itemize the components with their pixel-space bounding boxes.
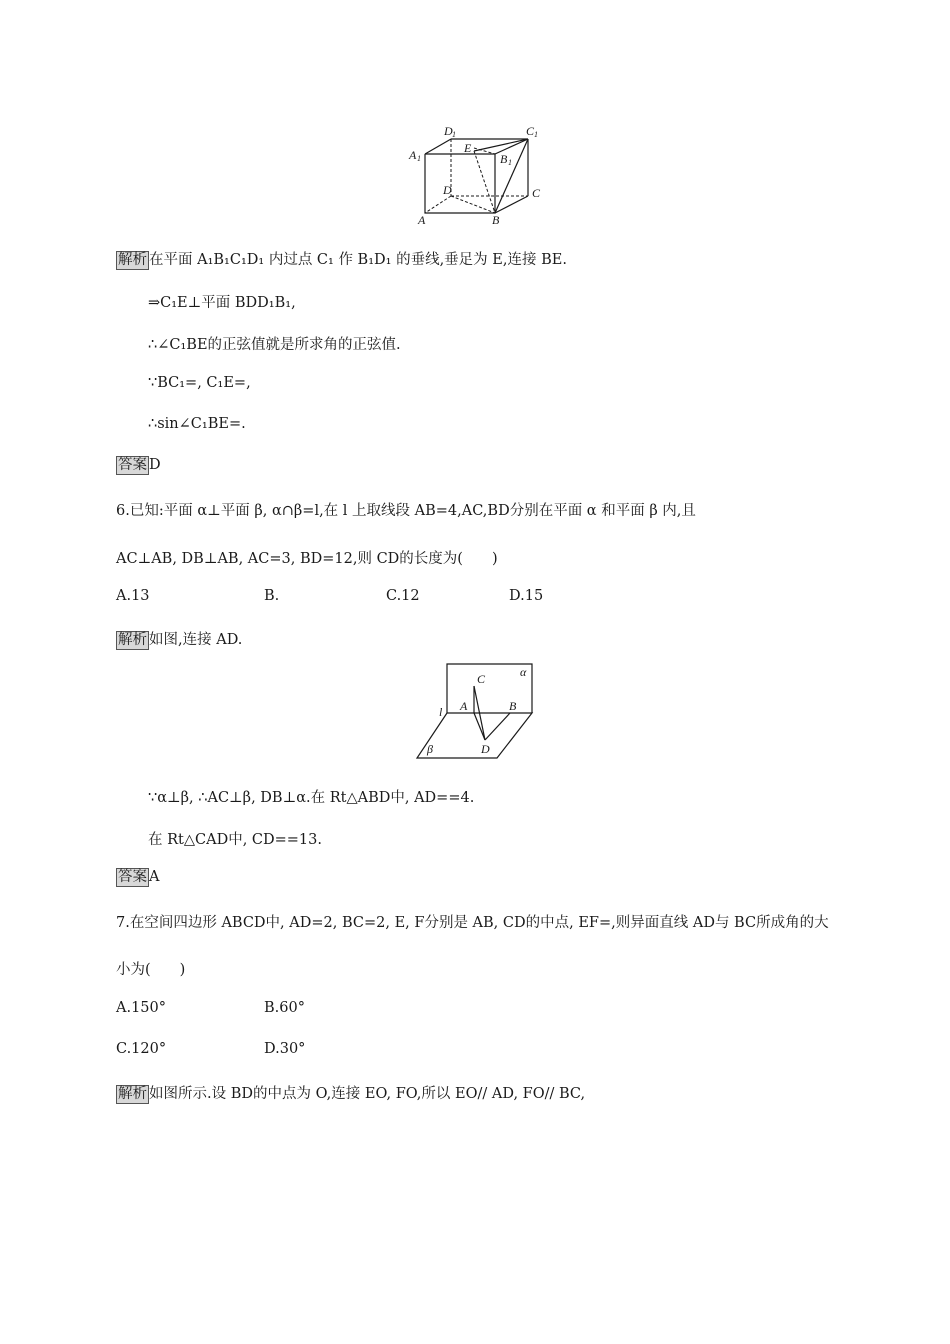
- svg-text:1: 1: [508, 158, 512, 167]
- analysis-tag: 解析: [118, 632, 147, 648]
- analysis-tag: 解析: [118, 252, 147, 268]
- label-D: D: [443, 183, 452, 197]
- svg-text:1: 1: [417, 154, 421, 163]
- q6-step1: ∵α⊥β, ∴AC⊥β, DB⊥α.在 Rt△ABD中, AD==4.: [148, 790, 475, 806]
- q6-option-d: D.15: [509, 588, 544, 604]
- q7-option-c: C.120°: [116, 1041, 167, 1057]
- q7-stem-line2: 小为( ): [116, 962, 186, 978]
- answer-tag: 答案: [118, 869, 147, 885]
- svg-text:1: 1: [534, 130, 538, 139]
- analysis-tag: 解析: [118, 1086, 147, 1102]
- label-B: B: [509, 699, 517, 713]
- q7-option-d: D.30°: [264, 1041, 306, 1057]
- label-C: C: [532, 186, 541, 200]
- label-D1: D: [444, 124, 453, 138]
- q7-stem-line1: 7.在空间四边形 ABCD中, AD=2, BC=2, E, F分别是 AB, CD的中点, EF=,则异面直线 AD与 BC所成角的大: [116, 915, 829, 931]
- svg-text:1: 1: [452, 130, 456, 139]
- label-E: E: [464, 141, 472, 155]
- q6-step2: 在 Rt△CAD中, CD==13.: [148, 832, 322, 848]
- label-B: B: [492, 213, 500, 227]
- label-beta: β: [427, 742, 433, 756]
- q6-stem-line2: AC⊥AB, DB⊥AB, AC=3, BD=12,则 CD的长度为( ): [116, 551, 498, 567]
- label-alpha: α: [520, 665, 527, 679]
- label-B1: B: [500, 152, 508, 166]
- q6-answer: 答案 A: [118, 869, 160, 885]
- planes-figure: [412, 658, 542, 762]
- q7-option-a: A.150°: [116, 1000, 167, 1016]
- q6-option-a: A.13: [116, 588, 150, 604]
- label-A: A: [460, 699, 468, 713]
- answer-tag: 答案: [118, 457, 147, 473]
- label-C: C: [477, 672, 486, 686]
- label-C1: C: [526, 124, 535, 138]
- q5-step2: ∴∠C₁BE的正弦值就是所求角的正弦值.: [148, 337, 401, 353]
- q5-step1: ⇒C₁E⊥平面 BDD₁B₁,: [148, 295, 296, 311]
- q7-option-b: B.60°: [264, 1000, 305, 1016]
- cube-figure: [400, 118, 560, 230]
- q5-analysis: 解析 在平面 A₁B₁C₁D₁ 内过点 C₁ 作 B₁D₁ 的垂线,垂足为 E,连接 BE.: [118, 252, 567, 268]
- label-A1: A: [409, 148, 417, 162]
- q6-option-b: B.: [264, 588, 280, 604]
- q5-answer: 答案 D: [118, 457, 161, 473]
- label-l: l: [439, 705, 443, 719]
- q5-step4: ∴sin∠C₁BE=.: [148, 416, 246, 432]
- q6-option-c: C.12: [386, 588, 420, 604]
- label-D: D: [481, 742, 490, 756]
- label-A: A: [418, 213, 426, 227]
- q6-analysis: 解析 如图,连接 AD.: [118, 632, 243, 648]
- q7-analysis: 解析 如图所示.设 BD的中点为 O,连接 EO, FO,所以 EO// AD, FO// BC,: [118, 1086, 586, 1102]
- q5-step3: ∵BC₁=, C₁E=,: [148, 375, 251, 391]
- q6-stem-line1: 6.已知:平面 α⊥平面 β, α∩β=l,在 l 上取线段 AB=4,AC,BD分别在平面 α 和平面 β 内,且: [116, 503, 696, 519]
